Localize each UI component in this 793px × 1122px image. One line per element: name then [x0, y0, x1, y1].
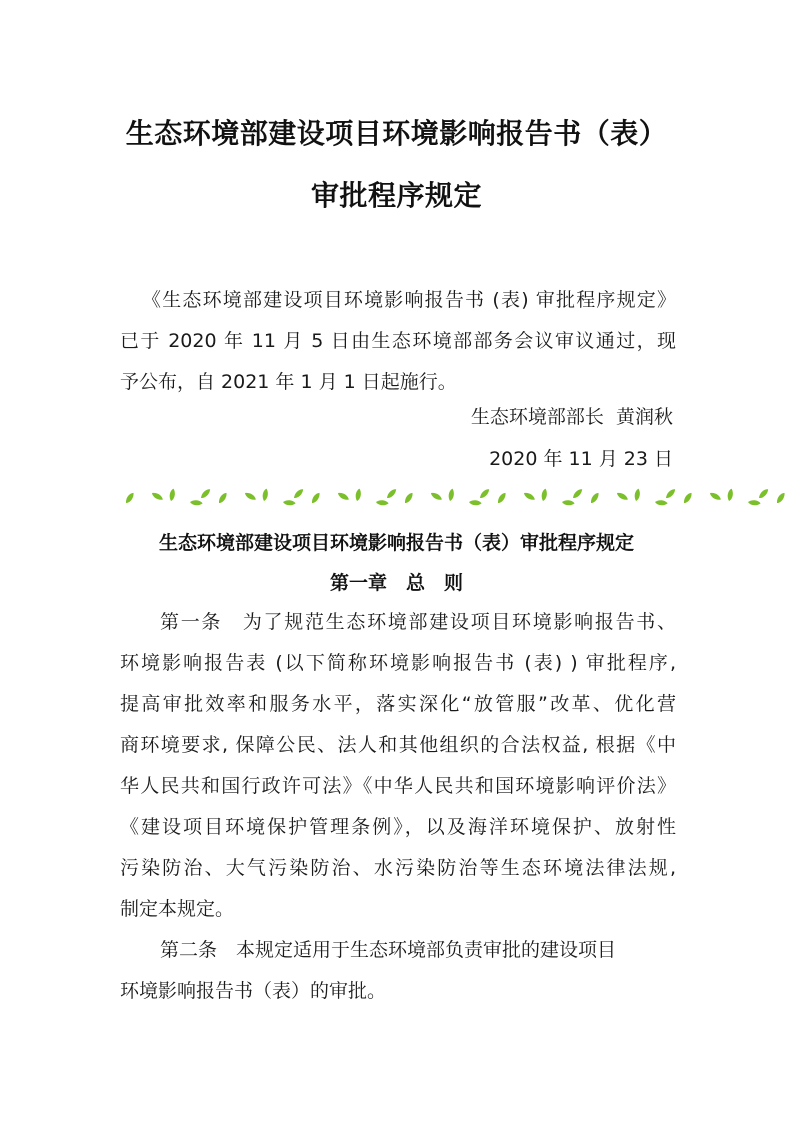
article-line: 第二条 本规定适用于生态环境部负责审批的建设项目 — [160, 939, 617, 961]
article-line: 环境影响报告表 (以下简称环境影响报告书 (表) ) 审批程序, — [120, 652, 676, 674]
announcement-line: 《生态环境部建设项目环境影响报告书 (表) 审批程序规定》 — [142, 289, 676, 311]
article-line: 第一条 为了规范生态环境部建设项目环境影响报告书、 — [160, 611, 676, 633]
announcement-paragraph — [120, 280, 676, 403]
article-2 — [120, 930, 676, 1012]
announcement-line: 予公布，自 2021 年 1 月 1 日起施行。 — [120, 371, 457, 393]
article-line: 华人民共和国行政许可法》《中华人民共和国环境影响评价法》 — [120, 775, 676, 797]
article-line: 商环境要求, 保障公民、法人和其他组织的合法权益, 根据《中 — [120, 734, 676, 756]
article-line: 污染防治、大气污染防治、水污染防治等生态环境法律法规, — [120, 857, 676, 879]
page-title-line-2: 审批程序规定 — [310, 179, 482, 212]
regulation-title: 生态环境部建设项目环境影响报告书（表）审批程序规定 — [158, 532, 634, 554]
article-line: 环境影响报告书（表）的审批。 — [120, 980, 387, 1002]
signer: 生态环境部部长 黄润秋 — [470, 406, 673, 428]
announcement-line: 已于 2020 年 11 月 5 日由生态环境部部务会议审议通过，现 — [120, 330, 676, 352]
sign-date: 2020 年 11 月 23 日 — [489, 448, 673, 470]
leaf-vine-icon — [0, 486, 793, 512]
article-line: 《建设项目环境保护管理条例》，以及海洋环境保护、放射性 — [120, 816, 676, 838]
article-line: 提高审批效率和服务水平，落实深化“放管服”改革、优化营 — [120, 693, 676, 715]
article-line: 制定本规定。 — [120, 898, 235, 920]
chapter-heading: 第一章 总 则 — [329, 572, 463, 594]
page-title-line-1: 生态环境部建设项目环境影响报告书（表） — [125, 117, 668, 150]
article-1 — [120, 602, 676, 930]
